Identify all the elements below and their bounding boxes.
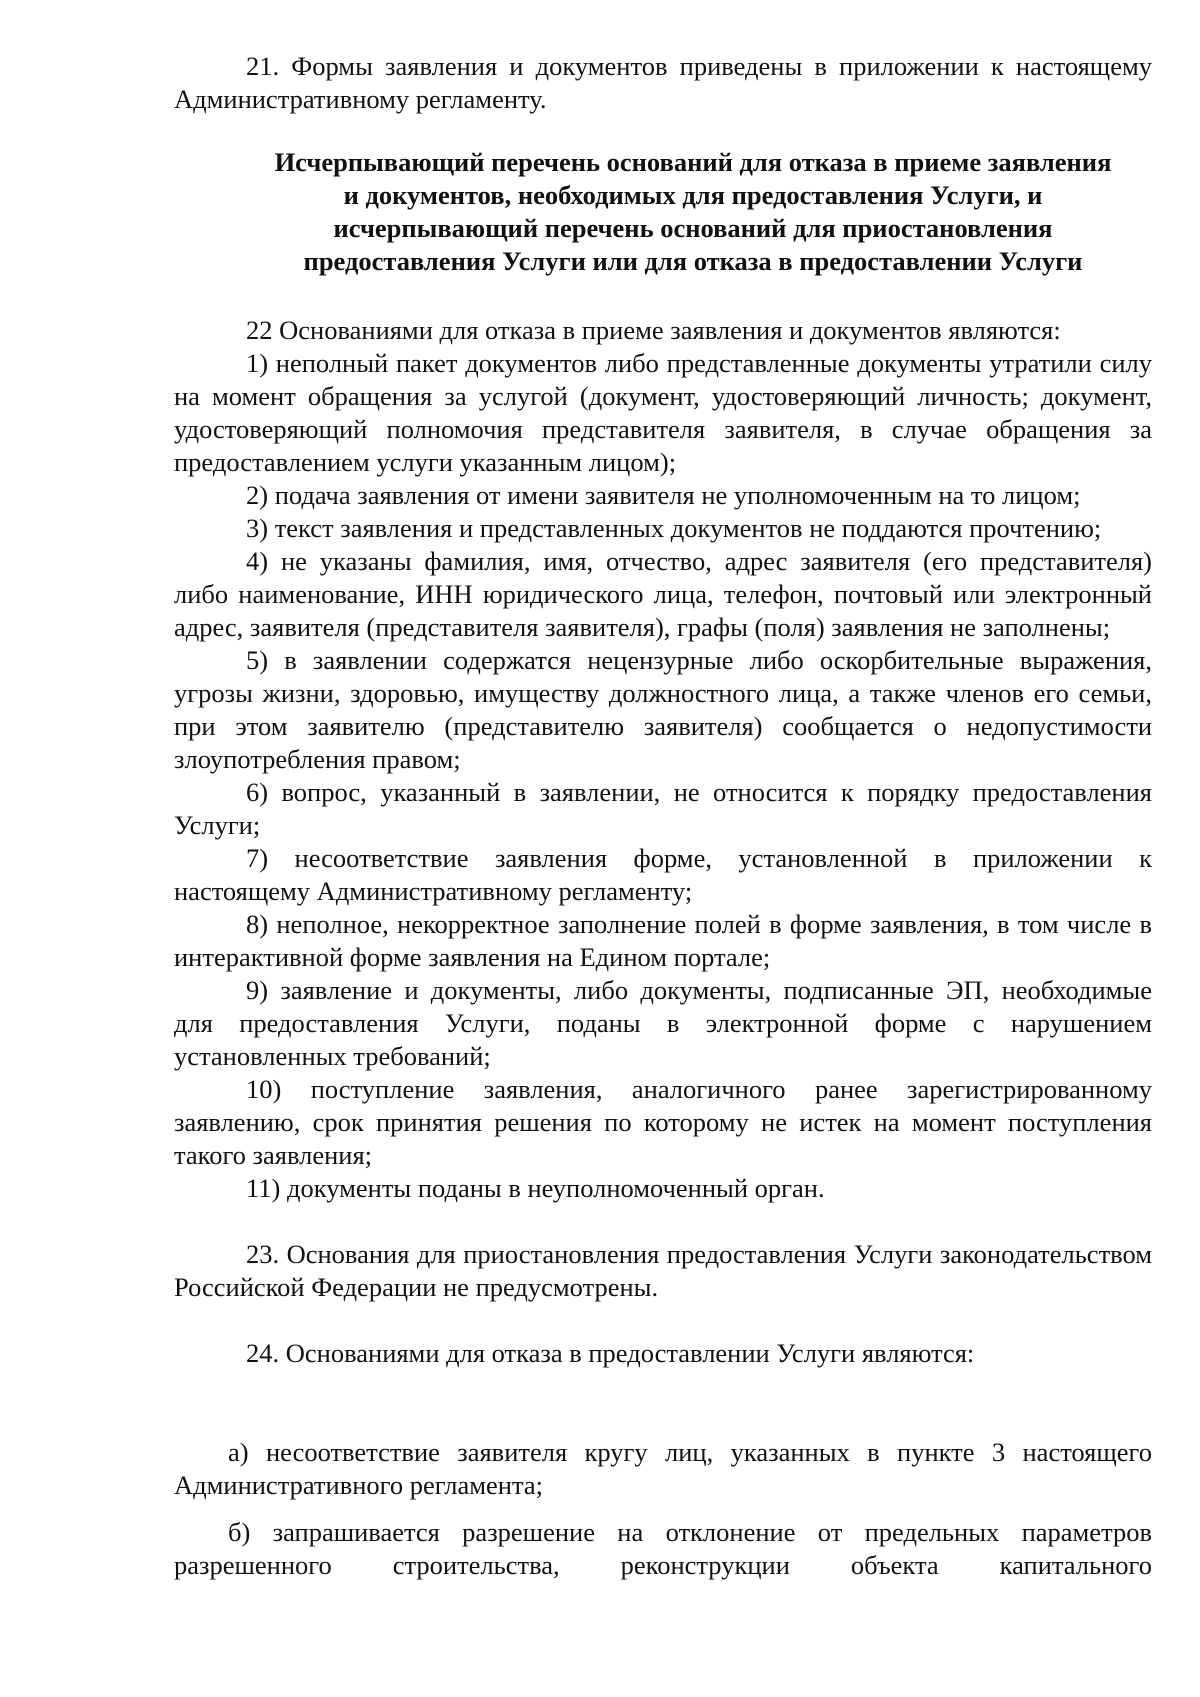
list-item: 4) не указаны фамилия, имя, отчество, адрес заявителя (его представителя) либо наименование, ИНН юридического лица, телефон, почтовый или электронный адрес, заявителя (представителя заявителя), графы (поля) заявления не заполнены; [174,546,1152,642]
paragraph-22: 22 Основаниями для отказа в приеме заявления и документов являются: [246,315,1061,345]
list-item: 2) подача заявления от имени заявителя не уполномоченным на то лицом; [246,480,1081,510]
list-item: а) несоответствие заявителя кругу лиц, указанных в пункте 3 настоящего Административного регламента; [174,1437,1152,1500]
list-item: 9) заявление и документы, либо документы, подписанные ЭП, необходимые для предоставления Услуги, поданы в электронной форме с нарушением установленных требований; [174,975,1152,1071]
paragraph-21: 21. Формы заявления и документов приведены в приложении к настоящему Административному регламенту. [174,51,1152,114]
section-heading [174,146,1152,278]
paragraph-24: 24. Основаниями для отказа в предоставлении Услуги являются: [246,1338,975,1368]
paragraph-23: 23. Основания для приостановления предоставления Услуги законодательством Российской Федерации не предусмотрены. [174,1239,1152,1302]
list-item: 7) несоответствие заявления форме, установленной в приложении к настоящему Административному регламенту; [174,843,1152,906]
list-item: 10) поступление заявления, аналогичного ранее зарегистрированному заявлению, срок принятия решения по которому не истек на момент поступления такого заявления; [174,1074,1152,1170]
list-item: б) запрашивается разрешение на отклонение от предельных параметров разрешенного строительства, реконструкции объекта капитального [174,1517,1152,1580]
list-item: 6) вопрос, указанный в заявлении, не относится к порядку предоставления Услуги; [174,777,1152,840]
heading-line: и документов, необходимых для предоставления Услуги, и [343,180,1043,210]
heading-line: исчерпывающий перечень оснований для приостановления [333,213,1053,243]
heading-line: Исчерпывающий перечень оснований для отказа в приеме заявления [274,147,1112,177]
list-item: 1) неполный пакет документов либо представленные документы утратили силу на момент обращения за услугой (документ, удостоверяющий личность; документ, удостоверяющий полномочия представителя заявителя, в случае обращения за предоставлением услуги указанным лицом); [174,348,1152,477]
list-item: 3) текст заявления и представленных документов не поддаются прочтению; [246,513,1102,543]
list-item: 5) в заявлении содержатся нецензурные либо оскорбительные выражения, угрозы жизни, здоровью, имуществу должностного лица, а также членов его семьи, при этом заявителю (представителю заявителя) сообщается о недопустимости злоупотребления правом; [174,645,1152,774]
list-item: 11) документы поданы в неуполномоченный орган. [246,1173,825,1203]
heading-line: предоставления Услуги или для отказа в предоставлении Услуги [303,246,1083,276]
list-item: 8) неполное, некорректное заполнение полей в форме заявления, в том числе в интерактивной форме заявления на Едином портале; [174,909,1152,972]
document-page [174,50,1152,1582]
